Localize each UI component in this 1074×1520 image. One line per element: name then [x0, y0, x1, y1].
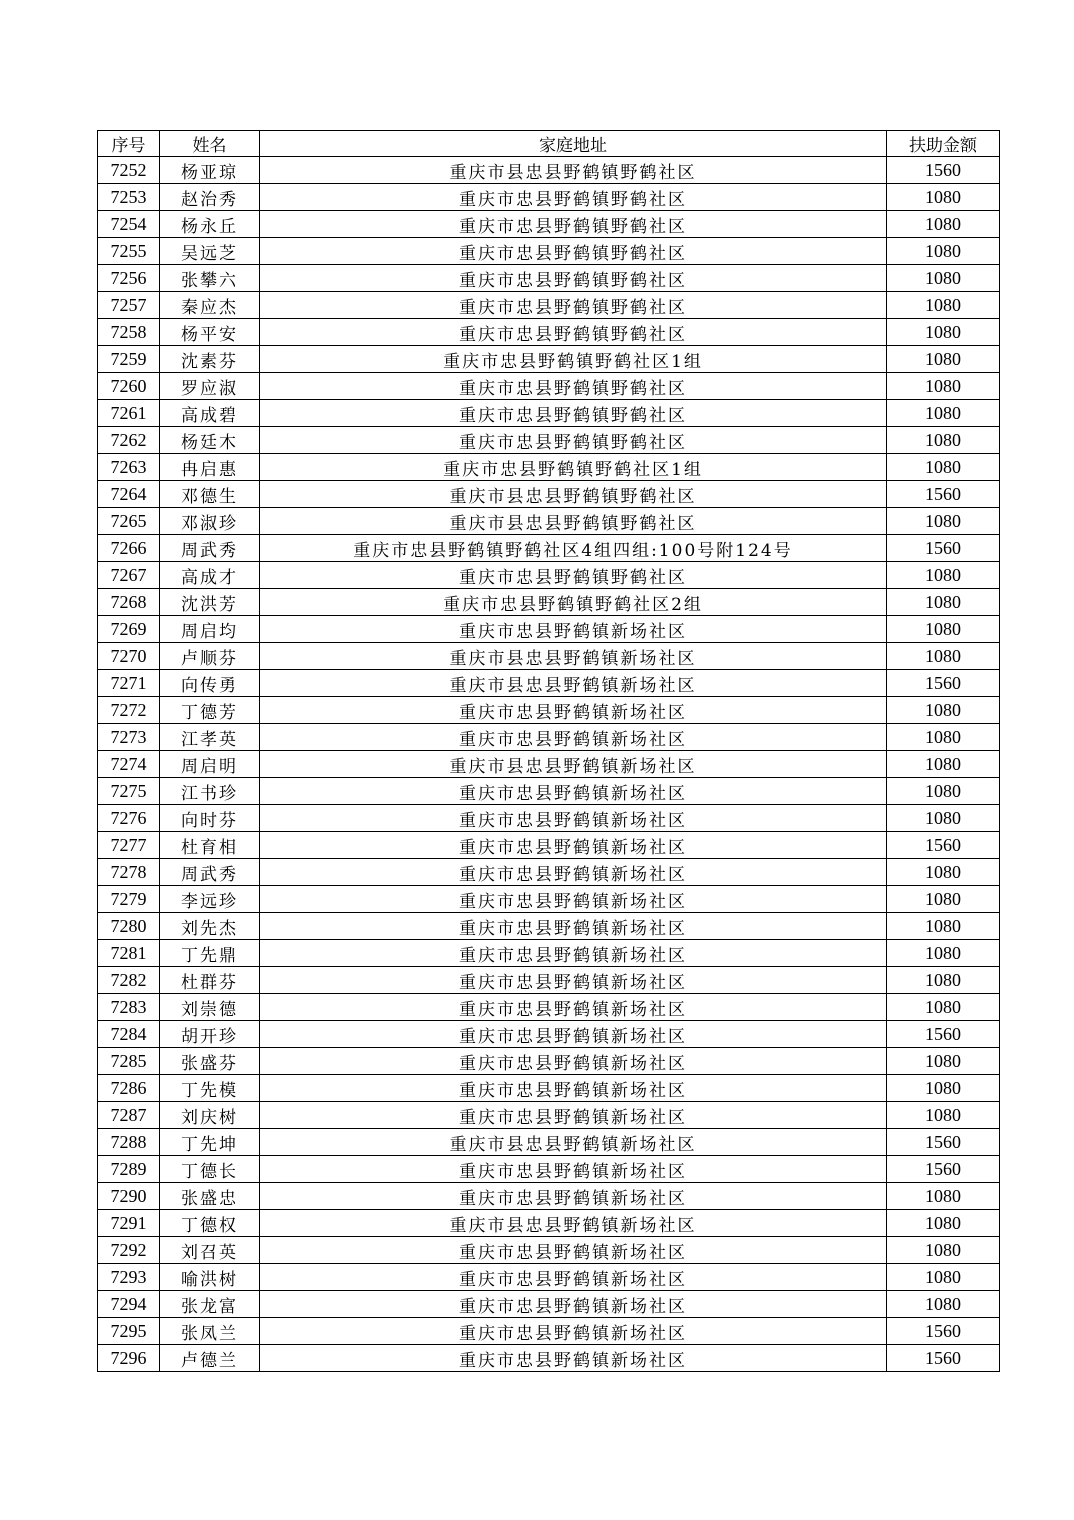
cell-seq: 7268: [98, 589, 160, 616]
table-row: [98, 427, 1000, 454]
cell-address: 重庆市忠县野鹤镇野鹤社区: [260, 211, 887, 238]
cell-address: 重庆市忠县野鹤镇野鹤社区1组: [260, 346, 887, 373]
table-row: [98, 778, 1000, 805]
cell-address: 重庆市忠县野鹤镇野鹤社区: [260, 265, 887, 292]
cell-name: 胡开珍: [160, 1021, 260, 1048]
cell-name: 杨永丘: [160, 211, 260, 238]
cell-address: 重庆市忠县野鹤镇新场社区: [260, 616, 887, 643]
cell-name: 刘召英: [160, 1237, 260, 1264]
cell-seq: 7258: [98, 319, 160, 346]
cell-address: 重庆市忠县野鹤镇新场社区: [260, 1345, 887, 1372]
table-row: [98, 346, 1000, 373]
cell-seq: 7286: [98, 1075, 160, 1102]
cell-name: 卢德兰: [160, 1345, 260, 1372]
table-row: [98, 319, 1000, 346]
table-row: [98, 1210, 1000, 1237]
cell-amount: 1560: [887, 1345, 1000, 1372]
cell-seq: 7269: [98, 616, 160, 643]
cell-seq: 7283: [98, 994, 160, 1021]
cell-name: 丁德权: [160, 1210, 260, 1237]
cell-amount: 1080: [887, 454, 1000, 481]
cell-address: 重庆市忠县野鹤镇野鹤社区1组: [260, 454, 887, 481]
cell-amount: 1080: [887, 751, 1000, 778]
header-amount: 扶助金额: [887, 131, 1000, 157]
cell-address: 重庆市县忠县野鹤镇新场社区: [260, 1129, 887, 1156]
header-seq: 序号: [98, 131, 160, 157]
cell-seq: 7274: [98, 751, 160, 778]
cell-name: 喻洪树: [160, 1264, 260, 1291]
cell-seq: 7265: [98, 508, 160, 535]
cell-amount: 1560: [887, 832, 1000, 859]
cell-seq: 7261: [98, 400, 160, 427]
cell-seq: 7255: [98, 238, 160, 265]
cell-seq: 7271: [98, 670, 160, 697]
cell-address: 重庆市忠县野鹤镇新场社区: [260, 886, 887, 913]
cell-name: 丁德芳: [160, 697, 260, 724]
cell-seq: 7287: [98, 1102, 160, 1129]
cell-amount: 1080: [887, 265, 1000, 292]
table-row: [98, 751, 1000, 778]
table-row: [98, 157, 1000, 184]
cell-name: 丁先鼎: [160, 940, 260, 967]
table-row: [98, 1345, 1000, 1372]
table-row: [98, 994, 1000, 1021]
cell-name: 杜育相: [160, 832, 260, 859]
table-row: [98, 832, 1000, 859]
cell-seq: 7292: [98, 1237, 160, 1264]
cell-amount: 1080: [887, 562, 1000, 589]
cell-name: 江书珍: [160, 778, 260, 805]
header-row: [98, 131, 1000, 157]
table-row: [98, 1183, 1000, 1210]
cell-amount: 1560: [887, 535, 1000, 562]
cell-address: 重庆市忠县野鹤镇野鹤社区: [260, 238, 887, 265]
cell-name: 吴远芝: [160, 238, 260, 265]
table-row: [98, 589, 1000, 616]
cell-name: 丁先坤: [160, 1129, 260, 1156]
cell-address: 重庆市县忠县野鹤镇野鹤社区: [260, 508, 887, 535]
cell-seq: 7266: [98, 535, 160, 562]
cell-amount: 1080: [887, 1264, 1000, 1291]
table-row: [98, 454, 1000, 481]
cell-seq: 7295: [98, 1318, 160, 1345]
table-row: [98, 1048, 1000, 1075]
cell-name: 高成才: [160, 562, 260, 589]
cell-seq: 7289: [98, 1156, 160, 1183]
cell-name: 冉启惠: [160, 454, 260, 481]
table-row: [98, 724, 1000, 751]
cell-name: 周武秀: [160, 535, 260, 562]
cell-seq: 7285: [98, 1048, 160, 1075]
table-row: [98, 805, 1000, 832]
table-row: [98, 1021, 1000, 1048]
cell-seq: 7273: [98, 724, 160, 751]
cell-address: 重庆市忠县野鹤镇新场社区: [260, 1291, 887, 1318]
table-row: [98, 535, 1000, 562]
cell-amount: 1080: [887, 427, 1000, 454]
cell-address: 重庆市忠县野鹤镇新场社区: [260, 967, 887, 994]
cell-amount: 1560: [887, 670, 1000, 697]
cell-address: 重庆市忠县野鹤镇野鹤社区: [260, 400, 887, 427]
table-row: [98, 292, 1000, 319]
cell-amount: 1080: [887, 1210, 1000, 1237]
cell-amount: 1080: [887, 778, 1000, 805]
beneficiary-table: [97, 130, 1000, 1372]
table-row: [98, 400, 1000, 427]
cell-address: 重庆市忠县野鹤镇新场社区: [260, 697, 887, 724]
cell-name: 张龙富: [160, 1291, 260, 1318]
cell-name: 杨亚琼: [160, 157, 260, 184]
cell-amount: 1080: [887, 292, 1000, 319]
table-row: [98, 238, 1000, 265]
cell-seq: 7284: [98, 1021, 160, 1048]
cell-name: 赵治秀: [160, 184, 260, 211]
table-row: [98, 373, 1000, 400]
cell-address: 重庆市忠县野鹤镇野鹤社区4组四组:100号附124号: [260, 535, 887, 562]
table-row: [98, 940, 1000, 967]
cell-seq: 7294: [98, 1291, 160, 1318]
cell-seq: 7257: [98, 292, 160, 319]
cell-amount: 1560: [887, 1156, 1000, 1183]
cell-address: 重庆市忠县野鹤镇新场社区: [260, 1075, 887, 1102]
cell-address: 重庆市忠县野鹤镇新场社区: [260, 1237, 887, 1264]
cell-name: 张盛芬: [160, 1048, 260, 1075]
cell-seq: 7272: [98, 697, 160, 724]
cell-seq: 7278: [98, 859, 160, 886]
cell-address: 重庆市忠县野鹤镇野鹤社区: [260, 373, 887, 400]
cell-address: 重庆市忠县野鹤镇新场社区: [260, 1156, 887, 1183]
table-row: [98, 616, 1000, 643]
cell-amount: 1080: [887, 346, 1000, 373]
cell-name: 杨廷木: [160, 427, 260, 454]
cell-amount: 1080: [887, 1102, 1000, 1129]
cell-address: 重庆市忠县野鹤镇新场社区: [260, 1318, 887, 1345]
header-address: 家庭地址: [260, 131, 887, 157]
cell-seq: 7280: [98, 913, 160, 940]
cell-seq: 7259: [98, 346, 160, 373]
cell-address: 重庆市忠县野鹤镇新场社区: [260, 913, 887, 940]
cell-amount: 1080: [887, 589, 1000, 616]
cell-amount: 1080: [887, 211, 1000, 238]
table-row: [98, 697, 1000, 724]
cell-name: 向传勇: [160, 670, 260, 697]
cell-address: 重庆市忠县野鹤镇野鹤社区2组: [260, 589, 887, 616]
cell-amount: 1080: [887, 805, 1000, 832]
cell-name: 秦应杰: [160, 292, 260, 319]
cell-name: 丁德长: [160, 1156, 260, 1183]
cell-amount: 1080: [887, 859, 1000, 886]
cell-amount: 1080: [887, 1075, 1000, 1102]
cell-name: 杨平安: [160, 319, 260, 346]
cell-seq: 7267: [98, 562, 160, 589]
table-row: [98, 1075, 1000, 1102]
cell-address: 重庆市忠县野鹤镇新场社区: [260, 778, 887, 805]
cell-amount: 1560: [887, 1318, 1000, 1345]
cell-name: 邓德生: [160, 481, 260, 508]
table-row: [98, 913, 1000, 940]
cell-address: 重庆市县忠县野鹤镇野鹤社区: [260, 157, 887, 184]
table-row: [98, 265, 1000, 292]
cell-amount: 1080: [887, 913, 1000, 940]
cell-amount: 1560: [887, 1129, 1000, 1156]
cell-amount: 1560: [887, 157, 1000, 184]
table-row: [98, 481, 1000, 508]
cell-amount: 1080: [887, 238, 1000, 265]
cell-address: 重庆市忠县野鹤镇新场社区: [260, 1102, 887, 1129]
cell-seq: 7290: [98, 1183, 160, 1210]
table-header: [98, 131, 1000, 157]
table-row: [98, 1156, 1000, 1183]
cell-amount: 1080: [887, 886, 1000, 913]
table-row: [98, 508, 1000, 535]
table-row: [98, 670, 1000, 697]
cell-amount: 1560: [887, 1021, 1000, 1048]
cell-address: 重庆市忠县野鹤镇野鹤社区: [260, 562, 887, 589]
cell-seq: 7263: [98, 454, 160, 481]
cell-address: 重庆市忠县野鹤镇新场社区: [260, 1264, 887, 1291]
cell-address: 重庆市忠县野鹤镇野鹤社区: [260, 184, 887, 211]
cell-seq: 7282: [98, 967, 160, 994]
table-row: [98, 1264, 1000, 1291]
cell-name: 张盛忠: [160, 1183, 260, 1210]
table-row: [98, 886, 1000, 913]
cell-address: 重庆市忠县野鹤镇新场社区: [260, 1021, 887, 1048]
cell-amount: 1080: [887, 643, 1000, 670]
cell-amount: 1560: [887, 481, 1000, 508]
cell-name: 刘先杰: [160, 913, 260, 940]
cell-amount: 1080: [887, 373, 1000, 400]
table-row: [98, 1291, 1000, 1318]
cell-address: 重庆市忠县野鹤镇新场社区: [260, 1048, 887, 1075]
cell-amount: 1080: [887, 319, 1000, 346]
cell-name: 卢顺芬: [160, 643, 260, 670]
cell-name: 沈洪芳: [160, 589, 260, 616]
cell-seq: 7276: [98, 805, 160, 832]
cell-address: 重庆市忠县野鹤镇新场社区: [260, 994, 887, 1021]
cell-amount: 1080: [887, 724, 1000, 751]
table-row: [98, 1102, 1000, 1129]
cell-seq: 7293: [98, 1264, 160, 1291]
cell-seq: 7252: [98, 157, 160, 184]
table-row: [98, 643, 1000, 670]
cell-name: 刘崇德: [160, 994, 260, 1021]
cell-name: 张凤兰: [160, 1318, 260, 1345]
cell-seq: 7288: [98, 1129, 160, 1156]
cell-name: 邓淑珍: [160, 508, 260, 535]
cell-seq: 7275: [98, 778, 160, 805]
table-row: [98, 211, 1000, 238]
table-row: [98, 1237, 1000, 1264]
cell-address: 重庆市忠县野鹤镇新场社区: [260, 940, 887, 967]
cell-name: 丁先模: [160, 1075, 260, 1102]
cell-name: 周启均: [160, 616, 260, 643]
cell-amount: 1080: [887, 1237, 1000, 1264]
table-row: [98, 1318, 1000, 1345]
cell-seq: 7260: [98, 373, 160, 400]
cell-amount: 1080: [887, 697, 1000, 724]
header-name: 姓名: [160, 131, 260, 157]
cell-address: 重庆市忠县野鹤镇新场社区: [260, 859, 887, 886]
cell-seq: 7254: [98, 211, 160, 238]
cell-name: 周启明: [160, 751, 260, 778]
cell-seq: 7256: [98, 265, 160, 292]
cell-amount: 1080: [887, 508, 1000, 535]
cell-address: 重庆市县忠县野鹤镇新场社区: [260, 751, 887, 778]
cell-address: 重庆市忠县野鹤镇新场社区: [260, 805, 887, 832]
cell-amount: 1080: [887, 400, 1000, 427]
cell-seq: 7296: [98, 1345, 160, 1372]
cell-name: 张攀六: [160, 265, 260, 292]
cell-seq: 7264: [98, 481, 160, 508]
cell-address: 重庆市忠县野鹤镇野鹤社区: [260, 292, 887, 319]
cell-amount: 1080: [887, 616, 1000, 643]
cell-name: 向时芬: [160, 805, 260, 832]
cell-amount: 1080: [887, 940, 1000, 967]
cell-address: 重庆市县忠县野鹤镇野鹤社区: [260, 481, 887, 508]
cell-name: 沈素芬: [160, 346, 260, 373]
cell-seq: 7279: [98, 886, 160, 913]
cell-address: 重庆市忠县野鹤镇新场社区: [260, 1183, 887, 1210]
cell-seq: 7270: [98, 643, 160, 670]
cell-name: 江孝英: [160, 724, 260, 751]
cell-address: 重庆市忠县野鹤镇新场社区: [260, 724, 887, 751]
table-row: [98, 859, 1000, 886]
cell-seq: 7253: [98, 184, 160, 211]
table-row: [98, 562, 1000, 589]
cell-amount: 1080: [887, 994, 1000, 1021]
cell-amount: 1080: [887, 1048, 1000, 1075]
cell-address: 重庆市忠县野鹤镇野鹤社区: [260, 319, 887, 346]
cell-name: 罗应淑: [160, 373, 260, 400]
table-row: [98, 1129, 1000, 1156]
cell-address: 重庆市忠县野鹤镇野鹤社区: [260, 427, 887, 454]
cell-address: 重庆市县忠县野鹤镇新场社区: [260, 670, 887, 697]
cell-address: 重庆市县忠县野鹤镇新场社区: [260, 643, 887, 670]
cell-amount: 1080: [887, 967, 1000, 994]
cell-seq: 7262: [98, 427, 160, 454]
cell-seq: 7291: [98, 1210, 160, 1237]
cell-name: 杜群芬: [160, 967, 260, 994]
cell-name: 李远珍: [160, 886, 260, 913]
table-body: [98, 157, 1000, 1372]
cell-name: 高成碧: [160, 400, 260, 427]
cell-amount: 1080: [887, 1291, 1000, 1318]
cell-amount: 1080: [887, 1183, 1000, 1210]
cell-name: 刘庆树: [160, 1102, 260, 1129]
cell-amount: 1080: [887, 184, 1000, 211]
table-row: [98, 967, 1000, 994]
cell-address: 重庆市忠县野鹤镇新场社区: [260, 832, 887, 859]
cell-name: 周武秀: [160, 859, 260, 886]
table-row: [98, 184, 1000, 211]
cell-seq: 7277: [98, 832, 160, 859]
cell-seq: 7281: [98, 940, 160, 967]
cell-address: 重庆市县忠县野鹤镇新场社区: [260, 1210, 887, 1237]
